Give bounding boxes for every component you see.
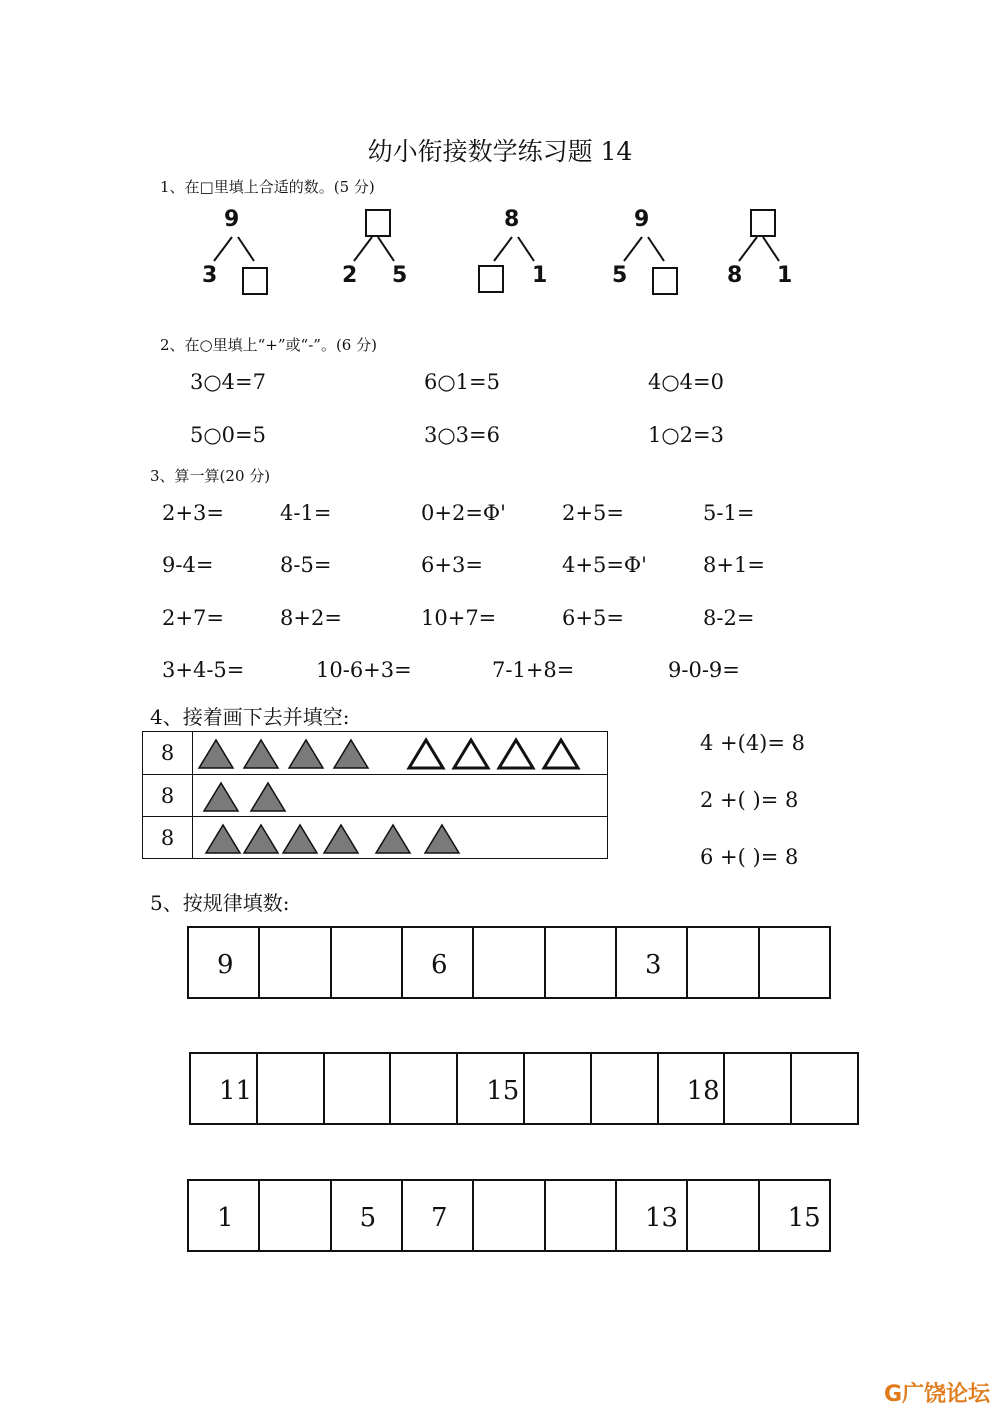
calc-problem[interactable]: 2+5= xyxy=(562,501,624,525)
outline-triangle xyxy=(454,740,488,768)
calc-problem[interactable]: 8-2= xyxy=(703,606,755,630)
calc-problem[interactable]: 9-0-9= xyxy=(668,658,740,682)
calc-problem[interactable]: 4-1= xyxy=(280,501,332,525)
answer-box-right[interactable] xyxy=(242,267,268,295)
answer-box-top[interactable] xyxy=(365,209,391,237)
sequence-number: 18 xyxy=(686,1076,720,1106)
outline-triangle xyxy=(409,740,443,768)
sequence-cell xyxy=(191,1054,258,1123)
bond-number-left: 2 xyxy=(342,263,358,288)
answer-box-top[interactable] xyxy=(750,209,776,237)
calc-problem[interactable]: 8+2= xyxy=(280,606,342,630)
bond-number-right: 1 xyxy=(777,263,793,288)
bond-number-left: 3 xyxy=(202,263,218,288)
sequence-blank[interactable] xyxy=(546,1181,617,1250)
triangle-row xyxy=(143,732,607,774)
sequence-cell xyxy=(403,1181,474,1250)
q4-prompt: 4、接着画下去并填空: xyxy=(150,705,350,729)
sequence-blank[interactable] xyxy=(592,1054,659,1123)
sequence-cell xyxy=(189,928,260,997)
calc-problem[interactable]: 6+3= xyxy=(421,553,483,577)
sequence-blank[interactable] xyxy=(760,928,829,997)
sequence-number: 5 xyxy=(359,1203,377,1233)
sequence-cell xyxy=(617,1181,688,1250)
fill-in-equation[interactable]: 4 +(4)= 8 xyxy=(700,731,806,755)
sequence-cell xyxy=(760,1181,829,1250)
number-bond-1 xyxy=(190,205,300,305)
calc-problem[interactable]: 5-1= xyxy=(703,501,755,525)
fill-in-equation[interactable]: 6 +( )= 8 xyxy=(700,845,799,869)
q2-prompt: 2、在○里填上“+”或“-”。(6 分) xyxy=(160,336,377,354)
outline-triangle xyxy=(499,740,533,768)
operator-equation[interactable]: 6○1=5 xyxy=(424,370,501,394)
filled-triangle xyxy=(206,825,240,853)
calc-problem[interactable]: 0+2=Φ' xyxy=(421,501,506,525)
sequence-cell xyxy=(659,1054,726,1123)
operator-equation[interactable]: 4○4=0 xyxy=(648,370,725,394)
filled-triangle xyxy=(251,783,285,811)
bond-line xyxy=(494,237,512,261)
sequence-number: 15 xyxy=(787,1203,821,1233)
sequence-blank[interactable] xyxy=(546,928,617,997)
sequence-cell xyxy=(617,928,688,997)
operator-equation[interactable]: 5○0=5 xyxy=(190,423,267,447)
bond-number-left: 5 xyxy=(612,263,628,288)
sequence-blank[interactable] xyxy=(688,928,759,997)
answer-box-right[interactable] xyxy=(652,267,678,295)
sequence-number: 1 xyxy=(217,1203,234,1233)
bond-number-top: 9 xyxy=(224,207,240,232)
triangle-row xyxy=(143,774,607,817)
bond-line xyxy=(518,237,534,261)
triangle-shapes xyxy=(193,775,613,817)
sequence-number: 11 xyxy=(219,1076,253,1106)
row-total: 8 xyxy=(143,817,193,859)
bond-number-right: 1 xyxy=(532,263,548,288)
calc-problem[interactable]: 10+7= xyxy=(421,606,497,630)
sequence-blank[interactable] xyxy=(474,928,545,997)
calc-problem[interactable]: 8-5= xyxy=(280,553,332,577)
sequence-cell xyxy=(332,1181,403,1250)
triangle-shapes xyxy=(193,732,613,774)
bond-line xyxy=(624,237,642,261)
filled-triangle xyxy=(334,740,368,768)
sequence-number: 13 xyxy=(644,1203,679,1233)
bond-line xyxy=(378,237,394,261)
calc-problem[interactable]: 6+5= xyxy=(562,606,624,630)
sequence-number: 3 xyxy=(644,950,662,980)
number-bond-4 xyxy=(600,205,710,305)
calc-problem[interactable]: 2+7= xyxy=(162,606,224,630)
bond-line xyxy=(214,237,232,261)
triangle-shapes xyxy=(193,817,613,859)
sequence-cell xyxy=(403,928,474,997)
sequence-number: 15 xyxy=(486,1076,520,1106)
filled-triangle xyxy=(283,825,317,853)
bond-number-left: 8 xyxy=(727,263,743,288)
filled-triangle xyxy=(289,740,323,768)
sequence-blank[interactable] xyxy=(474,1181,545,1250)
sequence-cell xyxy=(458,1054,525,1123)
row-total: 8 xyxy=(143,775,193,817)
filled-triangle xyxy=(244,740,278,768)
q1-prompt: 1、在□里填上合适的数。(5 分) xyxy=(160,178,375,196)
triangle-table xyxy=(142,731,608,859)
bond-line xyxy=(354,237,372,261)
fill-in-equation[interactable]: 2 +( )= 8 xyxy=(700,788,799,812)
number-sequence-3 xyxy=(187,1179,831,1252)
page-title: 幼小衔接数学练习题 14 xyxy=(367,137,633,166)
sequence-blank[interactable] xyxy=(725,1054,792,1123)
sequence-number: 7 xyxy=(430,1203,448,1233)
bond-line xyxy=(739,237,757,261)
filled-triangle xyxy=(425,825,459,853)
sequence-number: 9 xyxy=(217,950,234,980)
bond-line xyxy=(238,237,254,261)
sequence-blank[interactable] xyxy=(258,1054,325,1123)
operator-equation[interactable]: 3○4=7 xyxy=(190,370,267,394)
calc-problem[interactable]: 10-6+3= xyxy=(316,658,412,682)
sequence-blank[interactable] xyxy=(332,928,403,997)
calc-problem[interactable]: 8+1= xyxy=(703,553,765,577)
filled-triangle xyxy=(244,825,278,853)
sequence-blank[interactable] xyxy=(525,1054,592,1123)
sequence-number: 6 xyxy=(430,950,448,980)
operator-equation[interactable]: 3○3=6 xyxy=(424,423,501,447)
watermark-logo: G广饶论坛 xyxy=(883,1382,990,1407)
sequence-blank[interactable] xyxy=(260,928,331,997)
number-bond-3 xyxy=(470,205,580,305)
row-total: 8 xyxy=(143,732,193,774)
calc-problem[interactable]: 4+5=Φ' xyxy=(562,553,647,577)
answer-box-left[interactable] xyxy=(478,265,504,293)
filled-triangle xyxy=(199,740,233,768)
number-sequence-1 xyxy=(187,926,831,999)
triangle-row xyxy=(143,816,607,859)
calc-problem[interactable]: 2+3= xyxy=(162,501,224,525)
sequence-cell xyxy=(189,1181,260,1250)
bond-line xyxy=(763,237,779,261)
calc-problem[interactable]: 3+4-5= xyxy=(162,658,245,682)
bond-number-right: 5 xyxy=(392,263,408,288)
number-bond-2 xyxy=(330,205,440,305)
filled-triangle xyxy=(204,783,238,811)
filled-triangle xyxy=(376,825,410,853)
sequence-blank[interactable] xyxy=(260,1181,331,1250)
sequence-blank[interactable] xyxy=(688,1181,759,1250)
calc-problem[interactable]: 7-1+8= xyxy=(492,658,575,682)
bond-number-top: 9 xyxy=(634,207,650,232)
number-bond-5 xyxy=(715,205,825,305)
sequence-blank[interactable] xyxy=(325,1054,392,1123)
bond-number-top: 8 xyxy=(504,207,520,232)
number-sequence-2 xyxy=(189,1052,859,1125)
operator-equation[interactable]: 1○2=3 xyxy=(648,423,725,447)
calc-problem[interactable]: 9-4= xyxy=(162,553,214,577)
outline-triangle xyxy=(544,740,578,768)
filled-triangle xyxy=(324,825,358,853)
bond-line xyxy=(648,237,664,261)
sequence-blank[interactable] xyxy=(391,1054,458,1123)
q3-prompt: 3、算一算(20 分) xyxy=(150,467,271,485)
sequence-blank[interactable] xyxy=(792,1054,857,1123)
q5-prompt: 5、按规律填数: xyxy=(150,891,290,915)
